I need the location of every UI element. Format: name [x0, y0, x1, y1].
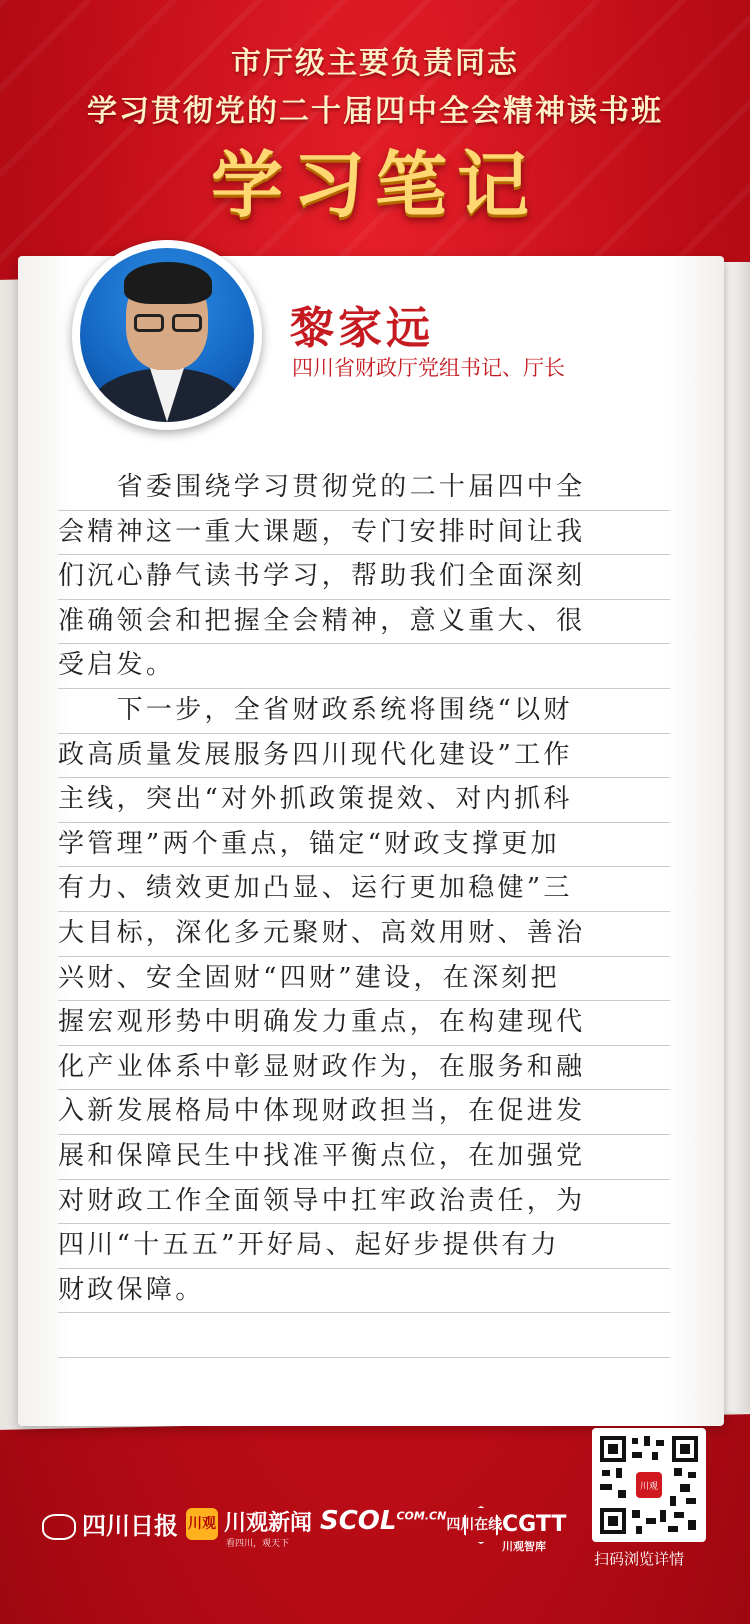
body-line: 受启发。: [58, 644, 670, 689]
chuanguan-news-text: 川观新闻: [224, 1511, 313, 1536]
qr-code[interactable]: [592, 1428, 706, 1542]
article-body: [58, 466, 670, 1358]
scol-cn-name: 四川在线: [446, 1517, 503, 1533]
body-line: 们沉心静气读书学习，帮助我们全面深刻: [58, 555, 670, 600]
header-line-1: 市厅级主要负责同志: [231, 46, 519, 81]
body-line: 学管理”两个重点，锚定“财政支撑更加: [58, 823, 670, 868]
qr-center-label: 川观: [639, 1482, 659, 1492]
avatar-glasses: [130, 314, 206, 334]
scol-domain: COM.CN: [396, 1509, 447, 1523]
header-line-2: 学习贯彻党的二十届四中全会精神读书班: [87, 94, 663, 129]
body-line: 化产业体系中彰显财政作为，在服务和融: [58, 1046, 670, 1091]
sichuan-daily-text: 四川日报: [82, 1512, 178, 1540]
avatar-hair: [124, 262, 212, 304]
body-line: 兴财、安全固财“四财”建设，在深刻把: [58, 957, 670, 1002]
person-title: 四川省财政厅党组书记、厅长: [292, 356, 565, 380]
body-line: 有力、绩效更加凸显、运行更加稳健”三: [58, 867, 670, 912]
avatar: [80, 248, 254, 422]
header: [0, 40, 750, 230]
chuanguan-news-logo[interactable]: [186, 1506, 312, 1549]
body-line: 财政保障。: [58, 1269, 670, 1314]
body-line: 下一步，全省财政系统将围绕“以财: [58, 689, 670, 734]
cgtt-logo[interactable]: [464, 1506, 566, 1554]
big-title: 学习笔记: [210, 142, 539, 227]
body-line: 大目标，深化多元聚财、高效用财、善治: [58, 912, 670, 957]
cgtt-mark-icon: [464, 1506, 498, 1544]
body-line: 握宏观形势中明确发力重点，在构建现代: [58, 1001, 670, 1046]
scol-text: SCOL: [320, 1506, 397, 1536]
person-name: 黎家远: [290, 303, 434, 354]
chuanguan-mark-icon: 川观: [186, 1508, 218, 1540]
qr-code-icon: [596, 1432, 702, 1538]
body-line: 四川“十五五”开好局、起好步提供有力: [58, 1224, 670, 1269]
sichuan-daily-mark-icon: [42, 1514, 76, 1540]
body-line: 准确领会和把握全会精神，意义重大、很: [58, 600, 670, 645]
body-line: 入新发展格局中体现财政担当，在促进发: [58, 1090, 670, 1135]
cgtt-text: CGTT: [502, 1512, 567, 1537]
sichuan-daily-logo[interactable]: [42, 1506, 178, 1541]
body-line: 省委围绕学习贯彻党的二十届四中全: [58, 466, 670, 511]
qr-label: 扫码浏览详情: [594, 1550, 685, 1568]
body-line: 会精神这一重大课题，专门安排时间让我: [58, 511, 670, 556]
chuanguan-slogan: 看四川，观天下: [226, 1539, 290, 1549]
cgtt-subtitle: 川观智库: [502, 1540, 546, 1553]
body-line: 展和保障民生中找准平衡点位，在加强党: [58, 1135, 670, 1180]
body-line: 对财政工作全面领导中扛牢政治责任，为: [58, 1180, 670, 1225]
body-line: 政高质量发展服务四川现代化建设”工作: [58, 734, 670, 779]
body-line: 主线，突出“对外抓政策提效、对内抓科: [58, 778, 670, 823]
blank-ruled-line: [58, 1313, 670, 1358]
